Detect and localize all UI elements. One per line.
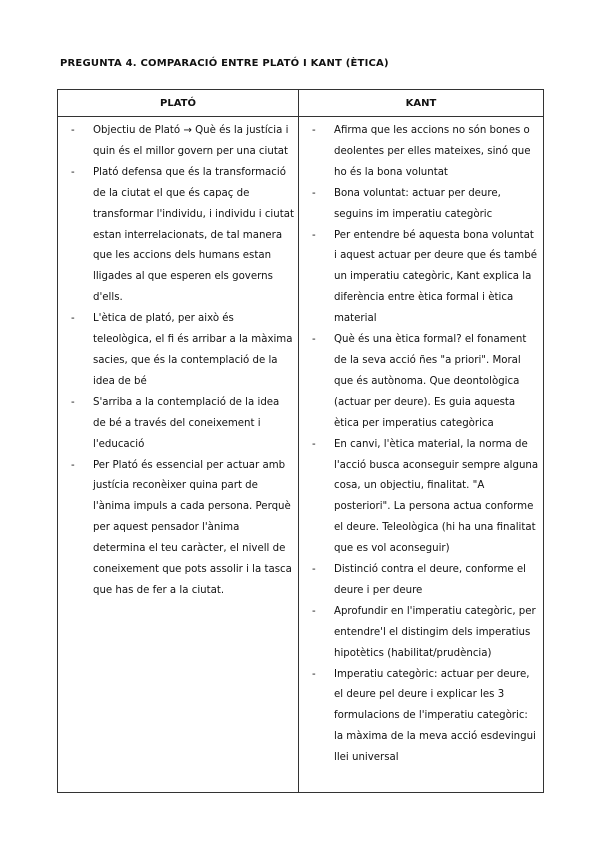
bullet-dash: - <box>312 334 316 346</box>
plato-list <box>66 121 294 602</box>
list-item <box>307 435 539 560</box>
list-item <box>307 560 539 602</box>
list-item-text: Objectiu de Plató → Què és la justícia i quin és el millor govern per una ciutat <box>93 125 289 157</box>
list-item-text: Què és una ètica formal? el fonament de la seva acció ñes "a priori". Moral que és autònoma. Que deontològica (actuar per deure). Es guia aquesta ètica per imperatius categòrica <box>334 334 527 429</box>
bullet-dash: - <box>71 396 75 408</box>
table-body-row <box>58 117 544 793</box>
list-item <box>307 226 539 331</box>
page-title: PREGUNTA 4. COMPARACIÓ ENTRE PLATÓ I KANT (ÈTICA) <box>60 58 389 69</box>
list-item-text: En canvi, l'ètica material, la norma de l'acció busca aconseguir sempre alguna cosa, un objectiu, finalitat. "A posteriori". La persona actua conforme el deure. Teleològica (hi ha una finalitat que es vol aconseguir) <box>334 438 539 555</box>
list-item-text: Per Plató és essencial per actuar amb justícia reconèixer quina part de l'ànima impuls a cada persona. Perquè per aquest pensador l'ànima determina el teu caràcter, el nivell de coneixement que pots assolir i la tasca que has de fer a la ciutat. <box>93 459 292 596</box>
kant-list <box>307 121 539 769</box>
list-item <box>307 330 539 435</box>
bullet-dash: - <box>312 605 316 617</box>
list-item-text: Aprofundir en l'imperatiu categòric, per entendre'l el distingim dels imperatius hipotètics (habilitat/prudència) <box>334 605 536 659</box>
bullet-dash: - <box>312 229 316 241</box>
list-item-text: S'arriba a la contemplació de la idea de bé a través del coneixement i l'educació <box>93 396 280 450</box>
bullet-dash: - <box>71 459 75 471</box>
list-item <box>66 456 294 602</box>
table-header-row <box>58 90 544 117</box>
list-item <box>307 184 539 226</box>
list-item-text: Imperatiu categòric: actuar per deure, el deure pel deure i explicar les 3 formulacions de l'imperatiu categòric: la màxima de la meva acció esdevingui llei universal <box>334 668 536 764</box>
list-item-text: Distinció contra el deure, conforme el deure i per deure <box>334 564 527 596</box>
list-item <box>307 602 539 665</box>
list-item-text: Bona voluntat: actuar per deure, seguins im imperatiu categòric <box>334 187 501 220</box>
list-item <box>66 163 294 309</box>
bullet-dash: - <box>312 438 316 450</box>
list-item <box>307 121 539 184</box>
bullet-dash: - <box>312 187 316 199</box>
kant-cell <box>299 117 544 793</box>
list-item <box>66 121 294 163</box>
plato-cell <box>58 117 299 793</box>
list-item <box>66 309 294 393</box>
bullet-dash: - <box>312 668 316 680</box>
list-item-text: L'ètica de plató, per això és teleològica, el fi és arribar a la màxima sacies, que és la contemplació de la idea de bé <box>93 313 293 387</box>
list-item-text: Per entendre bé aquesta bona voluntat i aquest actuar per deure que és també un imperatiu categòric, Kant explica la diferència entre ètica formal i ètica material <box>334 229 537 325</box>
bullet-dash: - <box>71 166 75 178</box>
comparison-table <box>57 89 544 793</box>
header-plato: PLATÓ <box>58 90 299 117</box>
bullet-dash: - <box>312 125 316 136</box>
bullet-dash: - <box>312 564 316 576</box>
bullet-dash: - <box>71 313 75 325</box>
list-item <box>307 665 539 770</box>
bullet-dash: - <box>71 125 75 136</box>
list-item <box>66 393 294 456</box>
list-item-text: Plató defensa que és la transformació de la ciutat el que és capaç de transformar l'individu, i individu i ciutat estan interrelacionats, de tal manera que les accions dels humans estan lligades al que esperen els governs d'ells. <box>93 166 294 304</box>
header-kant: KANT <box>299 90 544 117</box>
list-item-text: Afirma que les accions no són bones o deolentes per elles mateixes, sinó que ho és la bona voluntat <box>334 125 531 178</box>
